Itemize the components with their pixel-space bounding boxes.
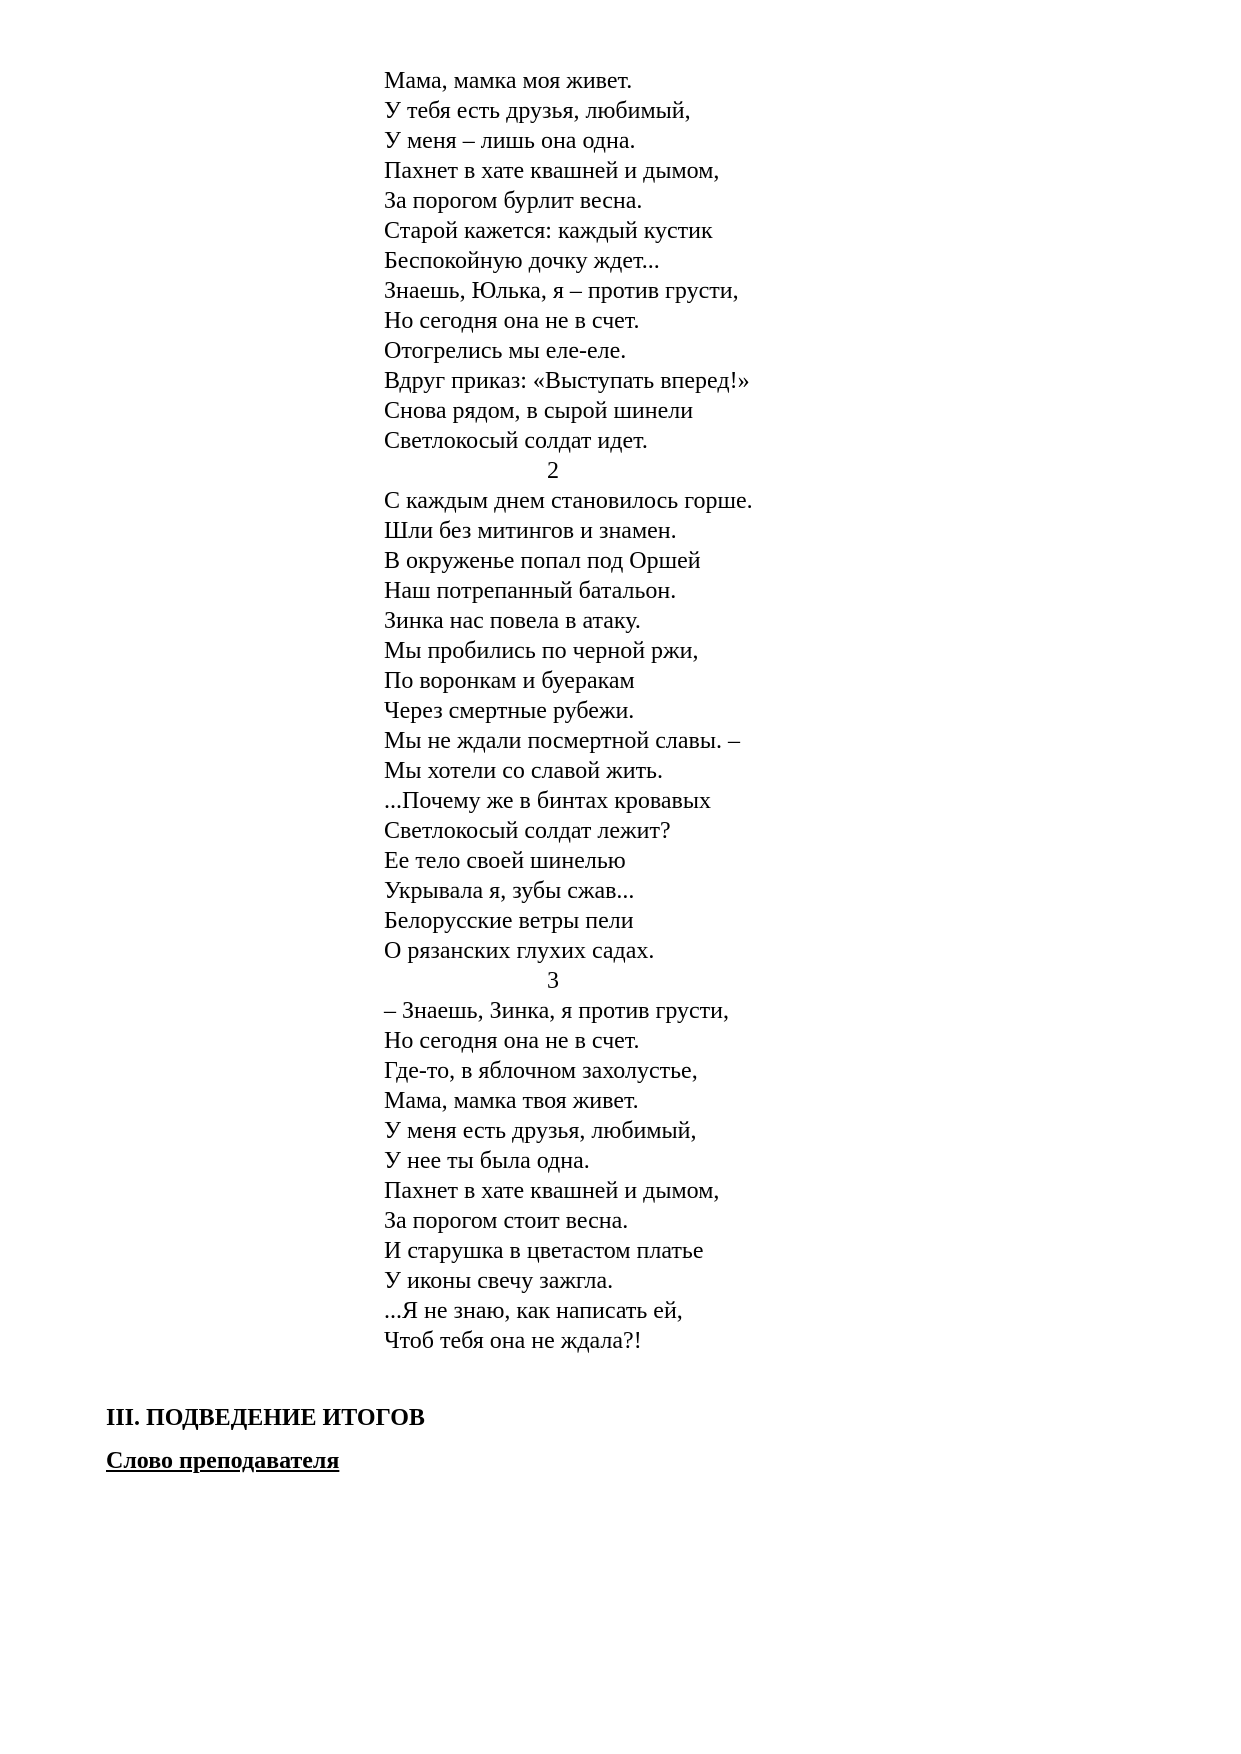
- poem-line: У нее ты была одна.: [384, 1148, 590, 1174]
- poem-line: Пахнет в хате квашней и дымом,: [384, 158, 720, 184]
- poem: [384, 66, 944, 1356]
- subheading: Слово преподавателя: [106, 1448, 340, 1474]
- poem-line: Через смертные рубежи.: [384, 698, 635, 724]
- poem-part-number: 3: [547, 968, 559, 994]
- poem-line: С каждым днем становилось горше.: [384, 488, 753, 514]
- poem-line: Пахнет в хате квашней и дымом,: [384, 1178, 720, 1204]
- poem-line: Снова рядом, в сырой шинели: [384, 398, 694, 424]
- poem-line: Но сегодня она не в счет.: [384, 1028, 640, 1054]
- poem-line: Беспокойную дочку ждет...: [384, 248, 660, 274]
- poem-line: Мы хотели со славой жить.: [384, 758, 663, 784]
- poem-stanza-3: [384, 996, 944, 1356]
- poem-line: Светлокосый солдат лежит?: [384, 818, 671, 844]
- poem-stanza-2: [384, 486, 944, 966]
- poem-part-number: 2: [547, 458, 559, 484]
- poem-line: Укрывала я, зубы сжав...: [384, 878, 635, 904]
- poem-line: Старой кажется: каждый кустик: [384, 218, 713, 244]
- poem-line: Где-то, в яблочном захолустье,: [384, 1058, 698, 1084]
- poem-line: Зинка нас повела в атаку.: [384, 608, 641, 634]
- poem-line: И старушка в цветастом платье: [384, 1238, 704, 1264]
- poem-line: У тебя есть друзья, любимый,: [384, 98, 691, 124]
- poem-line: У меня есть друзья, любимый,: [384, 1118, 697, 1144]
- poem-line: В окруженье попал под Оршей: [384, 548, 701, 574]
- poem-stanza-1: [384, 66, 944, 456]
- poem-line: За порогом стоит весна.: [384, 1208, 629, 1234]
- poem-line: По воронкам и буеракам: [384, 668, 635, 694]
- poem-line: Шли без митингов и знамен.: [384, 518, 677, 544]
- poem-line: Вдруг приказ: «Выступать вперед!»: [384, 368, 750, 394]
- poem-line: ...Почему же в бинтах кровавых: [384, 788, 711, 814]
- poem-line: Отогрелись мы еле-еле.: [384, 338, 627, 364]
- poem-line: Белорусские ветры пели: [384, 908, 634, 934]
- poem-line: За порогом бурлит весна.: [384, 188, 643, 214]
- section-heading: III. ПОДВЕДЕНИЕ ИТОГОВ: [106, 1405, 425, 1431]
- poem-line: Наш потрепанный батальон.: [384, 578, 677, 604]
- poem-line: У меня – лишь она одна.: [384, 128, 636, 154]
- poem-line: Знаешь, Юлька, я – против грусти,: [384, 278, 739, 304]
- poem-line: Чтоб тебя она не ждала?!: [384, 1328, 642, 1354]
- poem-line: Но сегодня она не в счет.: [384, 308, 640, 334]
- poem-line: Мама, мамка твоя живет.: [384, 1088, 639, 1114]
- poem-line: Мы пробились по черной ржи,: [384, 638, 699, 664]
- poem-line: О рязанских глухих садах.: [384, 938, 655, 964]
- poem-line: Ее тело своей шинелью: [384, 848, 626, 874]
- poem-line: Мама, мамка моя живет.: [384, 68, 633, 94]
- poem-line: Светлокосый солдат идет.: [384, 428, 648, 454]
- poem-line: ...Я не знаю, как написать ей,: [384, 1298, 683, 1324]
- poem-line: У иконы свечу зажгла.: [384, 1268, 614, 1294]
- poem-line: Мы не ждали посмертной славы. –: [384, 728, 740, 754]
- poem-line: – Знаешь, Зинка, я против грусти,: [384, 998, 729, 1024]
